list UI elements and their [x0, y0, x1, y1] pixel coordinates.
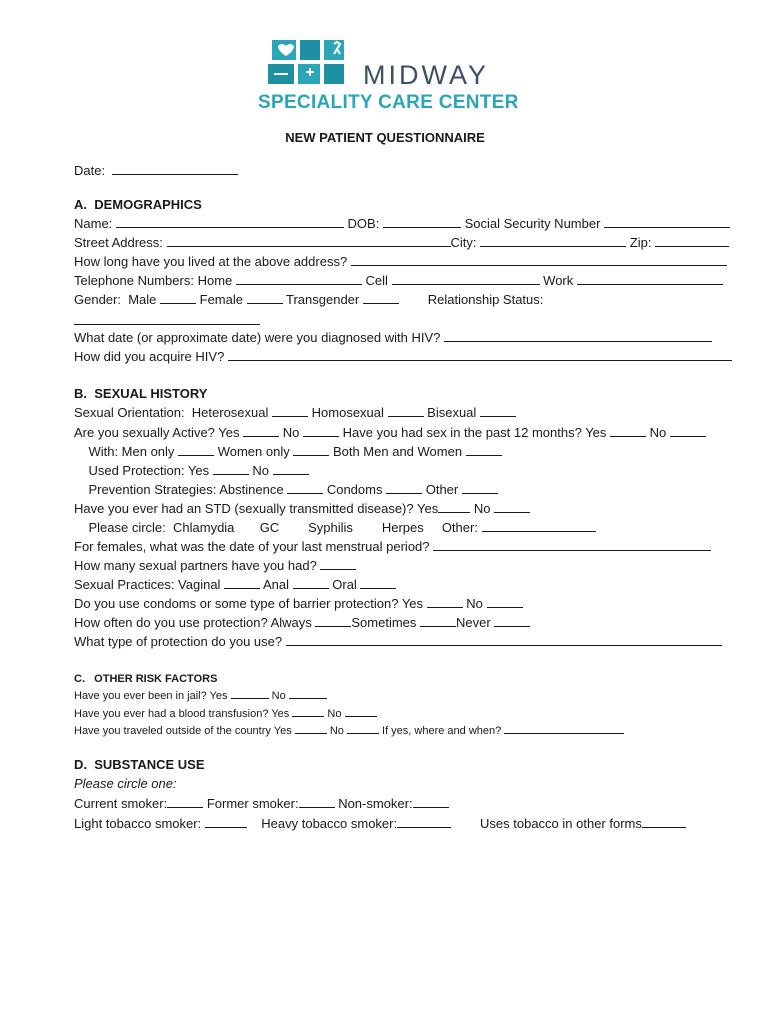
- chlamydia-option[interactable]: Chlamydia: [173, 520, 235, 535]
- orientation-label: Sexual Orientation: Heterosexual: [74, 405, 269, 420]
- other-label: Other: [425, 482, 459, 497]
- type-label: What type of protection do you use?: [74, 634, 283, 649]
- transgender-field[interactable]: [363, 291, 399, 304]
- partners-field[interactable]: [320, 557, 356, 570]
- hiv-date-label: What date (or approximate date) were you diagnosed with HIV?: [74, 330, 441, 345]
- ifyes-field[interactable]: [504, 723, 624, 734]
- travel-no-label: No: [329, 725, 344, 737]
- name-row: [74, 215, 730, 233]
- never-field[interactable]: [494, 614, 530, 627]
- herpes-option[interactable]: Herpes: [381, 520, 424, 535]
- never-label: Never: [456, 615, 491, 630]
- condom-use-yes-field[interactable]: [427, 595, 463, 608]
- street-label: Street Address:: [74, 235, 163, 250]
- hiv-acquire-label: How did you acquire HIV?: [74, 349, 225, 364]
- logo-word: MIDWAY: [363, 60, 489, 90]
- active-no-label: No: [282, 425, 300, 440]
- non-label: Non-smoker:: [338, 796, 413, 811]
- other-forms-label: Uses tobacco in other forms: [480, 816, 642, 831]
- std-yes-field[interactable]: [438, 500, 470, 513]
- anal-field[interactable]: [293, 576, 329, 589]
- condom-use-no-label: No: [466, 596, 483, 611]
- work-label: Work: [543, 273, 574, 288]
- protection-row: [74, 462, 309, 480]
- std-other-label: Other:: [441, 520, 478, 535]
- menstrual-label: For females, what was the date of your last menstrual period?: [74, 539, 430, 554]
- section-b-heading: B. SEXUAL HISTORY: [74, 386, 208, 401]
- prevention-label: Prevention Strategies: Abstinence: [88, 482, 284, 497]
- logo-subtitle: SPECIALITY CARE CENTER: [258, 92, 519, 113]
- date-row: [74, 162, 238, 180]
- syphilis-option[interactable]: Syphilis: [308, 520, 353, 535]
- prevention-row: [74, 481, 498, 499]
- jail-no-field[interactable]: [289, 688, 327, 699]
- ssn-label: Social Security Number: [464, 216, 601, 231]
- std-no-field[interactable]: [494, 500, 530, 513]
- name-field[interactable]: [116, 215, 344, 228]
- jail-yes-field[interactable]: [231, 688, 269, 699]
- prevention-other-field[interactable]: [462, 481, 498, 494]
- homosexual-label: Homosexual: [311, 405, 384, 420]
- cell-phone-field[interactable]: [392, 272, 540, 285]
- std-no-label: No: [473, 501, 491, 516]
- oral-field[interactable]: [360, 576, 396, 589]
- female-label: Female: [199, 292, 243, 307]
- homosexual-field[interactable]: [388, 404, 424, 417]
- male-field[interactable]: [160, 291, 196, 304]
- light-smoker-field[interactable]: [205, 815, 247, 828]
- how-often-label: How often do you use protection? Always: [74, 615, 312, 630]
- transgender-label: Transgender: [286, 292, 360, 307]
- phone-label: Telephone Numbers: Home: [74, 273, 233, 288]
- jail-row: [74, 687, 327, 705]
- relationship-field[interactable]: [74, 312, 260, 325]
- cell-label: Cell: [365, 273, 388, 288]
- non-smoker-field[interactable]: [413, 795, 449, 808]
- years-label: How long have you lived at the above address?: [74, 254, 348, 269]
- both-field[interactable]: [466, 443, 502, 456]
- protection-no-label: No: [252, 463, 270, 478]
- men-only-field[interactable]: [178, 443, 214, 456]
- phone-row: [74, 272, 723, 290]
- city-field[interactable]: [480, 234, 626, 247]
- work-phone-field[interactable]: [577, 272, 723, 285]
- relationship-row: [74, 312, 260, 330]
- menstrual-field[interactable]: [433, 538, 711, 551]
- practices-label: Sexual Practices: Vaginal: [74, 577, 221, 592]
- menstrual-row: [74, 538, 711, 556]
- active-row: [74, 424, 706, 442]
- anal-label: Anal: [262, 577, 290, 592]
- jail-label: Have you ever been in jail? Yes: [74, 690, 228, 702]
- street-row: [74, 234, 729, 252]
- home-phone-field[interactable]: [236, 272, 362, 285]
- gc-option[interactable]: GC: [259, 520, 280, 535]
- heavy-smoker-field[interactable]: [397, 815, 451, 828]
- tobacco-row: [74, 815, 686, 833]
- hiv-acquire-row: [74, 348, 732, 366]
- with-label: With: Men only: [88, 444, 175, 459]
- protection-label: Used Protection: Yes: [88, 463, 210, 478]
- past12-yes-field[interactable]: [610, 424, 646, 437]
- date-label: Date:: [74, 163, 106, 178]
- transfusion-row: [74, 705, 377, 723]
- ssn-field[interactable]: [604, 215, 730, 228]
- circle-one-instruction: Please circle one:: [74, 776, 177, 791]
- current-label: Current smoker:: [74, 796, 168, 811]
- past12-no-label: No: [649, 425, 667, 440]
- circle-label: Please circle:: [88, 520, 166, 535]
- transfusion-yes-field[interactable]: [292, 706, 324, 717]
- travel-row: [74, 722, 624, 740]
- section-c-heading: C. OTHER RISK FACTORS: [74, 673, 218, 685]
- years-field[interactable]: [351, 253, 727, 266]
- both-label: Both Men and Women: [332, 444, 463, 459]
- sometimes-label: Sometimes: [351, 615, 417, 630]
- other-forms-field[interactable]: [642, 815, 686, 828]
- light-label: Light tobacco smoker:: [74, 816, 202, 831]
- travel-yes-field[interactable]: [295, 723, 327, 734]
- hiv-date-field[interactable]: [444, 329, 712, 342]
- women-only-field[interactable]: [293, 443, 329, 456]
- section-a-heading: A. DEMOGRAPHICS: [74, 197, 202, 212]
- transfusion-no-field[interactable]: [345, 706, 377, 717]
- former-label: Former smoker:: [206, 796, 299, 811]
- type-row: [74, 633, 722, 651]
- condom-use-label: Do you use condoms or some type of barrier protection? Yes: [74, 596, 424, 611]
- bisexual-field[interactable]: [480, 404, 516, 417]
- condoms-field[interactable]: [386, 481, 422, 494]
- section-d-heading: D. SUBSTANCE USE: [74, 757, 205, 772]
- partners-label: How many sexual partners have you had?: [74, 558, 317, 573]
- active-label: Are you sexually Active? Yes: [74, 425, 240, 440]
- gender-row: [74, 291, 543, 309]
- hiv-acquire-field[interactable]: [228, 348, 732, 361]
- std-other-field[interactable]: [482, 519, 596, 532]
- years-row: [74, 253, 727, 271]
- active-no-field[interactable]: [303, 424, 339, 437]
- name-label: Name:: [74, 216, 113, 231]
- partners-row: [74, 557, 356, 575]
- std-label: Have you ever had an STD (sexually transmitted disease)? Yes: [74, 501, 439, 516]
- ifyes-label: If yes, where and when?: [382, 725, 502, 737]
- vaginal-field[interactable]: [224, 576, 260, 589]
- current-smoker-field[interactable]: [167, 795, 203, 808]
- abstinence-field[interactable]: [287, 481, 323, 494]
- heterosexual-field[interactable]: [272, 404, 308, 417]
- travel-label: Have you traveled outside of the country Yes: [74, 725, 292, 737]
- former-smoker-field[interactable]: [299, 795, 335, 808]
- city-label: City:: [450, 235, 477, 250]
- protection-no-field[interactable]: [273, 462, 309, 475]
- std-circle-row: [74, 519, 596, 537]
- logo-icons: [258, 38, 348, 88]
- clinic-logo: [258, 38, 528, 114]
- always-field[interactable]: [315, 614, 351, 627]
- form-title: NEW PATIENT QUESTIONNAIRE: [285, 130, 485, 145]
- street-field[interactable]: [167, 234, 451, 247]
- hiv-date-row: [74, 329, 712, 347]
- active-yes-field[interactable]: [243, 424, 279, 437]
- smoker-row: [74, 795, 449, 813]
- dob-label: DOB:: [347, 216, 380, 231]
- gender-label: Gender: Male: [74, 292, 157, 307]
- past12-no-field[interactable]: [670, 424, 706, 437]
- bisexual-label: Bisexual: [427, 405, 477, 420]
- condom-use-no-field[interactable]: [487, 595, 523, 608]
- std-row: [74, 500, 530, 518]
- travel-no-field[interactable]: [347, 723, 379, 734]
- zip-field[interactable]: [655, 234, 729, 247]
- condom-use-row: [74, 595, 523, 613]
- heavy-label: Heavy tobacco smoker:: [261, 816, 398, 831]
- how-often-row: [74, 614, 530, 632]
- oral-label: Oral: [332, 577, 357, 592]
- practices-row: [74, 576, 396, 594]
- female-field[interactable]: [247, 291, 283, 304]
- zip-label: Zip:: [629, 235, 652, 250]
- transfusion-no-label: No: [327, 708, 342, 720]
- transfusion-label: Have you ever had a blood transfusion? Yes: [74, 708, 290, 720]
- relationship-label: Relationship Status:: [427, 292, 544, 307]
- type-field[interactable]: [286, 633, 722, 646]
- women-only-label: Women only: [217, 444, 290, 459]
- date-field[interactable]: [112, 162, 238, 175]
- orientation-row: [74, 404, 516, 422]
- protection-yes-field[interactable]: [213, 462, 249, 475]
- dob-field[interactable]: [383, 215, 461, 228]
- condoms-label: Condoms: [326, 482, 383, 497]
- sometimes-field[interactable]: [420, 614, 456, 627]
- jail-no-label: No: [271, 690, 286, 702]
- past12-label: Have you had sex in the past 12 months? Yes: [342, 425, 607, 440]
- with-row: [74, 443, 502, 461]
